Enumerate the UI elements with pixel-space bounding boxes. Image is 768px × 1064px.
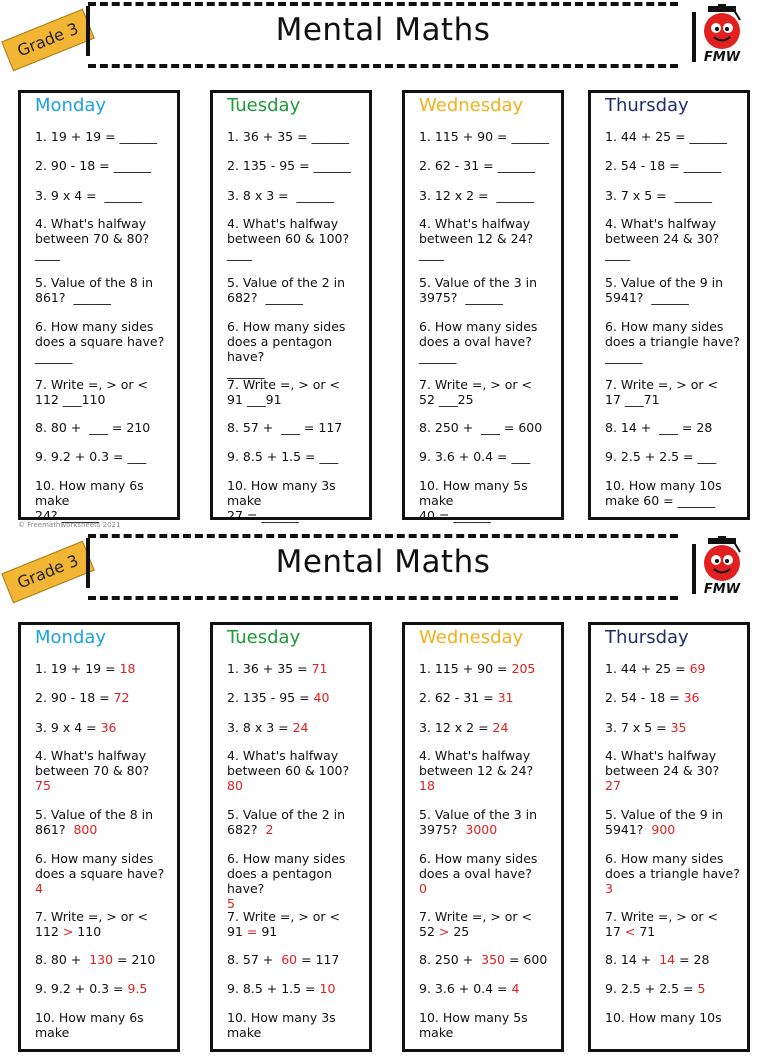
title-banner bbox=[88, 2, 678, 68]
question-1: 1. 36 + 35 = ______ bbox=[227, 129, 350, 144]
question-1: 1. 115 + 90 = ______ bbox=[419, 129, 550, 144]
answer-3: 3. 12 x 2 = 24 bbox=[419, 720, 509, 735]
day-title-monday: Monday bbox=[35, 95, 107, 116]
fmw-logo bbox=[698, 536, 746, 600]
answer-6: 6. How many sides does a square have? 4 bbox=[35, 851, 165, 896]
answer-3: 3. 7 x 5 = 35 bbox=[605, 720, 687, 735]
answer-10: 10. How many 3s make bbox=[227, 1010, 340, 1040]
worksheet-answers bbox=[0, 532, 768, 1064]
answer-10: 10. How many 10s bbox=[605, 1010, 722, 1025]
day-title-wednesday: Wednesday bbox=[419, 627, 524, 648]
answer-6: 6. How many sides does a triangle have? 3 bbox=[605, 851, 740, 896]
question-2: 2. 62 - 31 = ______ bbox=[419, 158, 536, 173]
page-title: Mental Maths bbox=[275, 12, 491, 48]
question-7: 7. Write =, > or < 52 ___25 bbox=[419, 377, 532, 407]
logo-text: FMW bbox=[703, 50, 741, 65]
question-10: 10. How many 6s make 24? ______ bbox=[35, 478, 144, 523]
question-9: 9. 9.2 + 0.3 = ___ bbox=[35, 449, 147, 464]
question-1: 1. 44 + 25 = ______ bbox=[605, 129, 728, 144]
answer-9: 9. 3.6 + 0.4 = 4 bbox=[419, 981, 520, 996]
question-10: 10. How many 5s make 40 = ______ bbox=[419, 478, 528, 523]
day-title-thursday: Thursday bbox=[605, 627, 689, 648]
question-3: 3. 8 x 3 = ______ bbox=[227, 188, 335, 203]
day-title-tuesday: Tuesday bbox=[227, 95, 301, 116]
day-title-tuesday: Tuesday bbox=[227, 627, 301, 648]
answer-5: 5. Value of the 3 in 3975? 3000 bbox=[419, 807, 538, 837]
answer-card-thursday bbox=[588, 622, 750, 1052]
day-title-wednesday: Wednesday bbox=[419, 95, 524, 116]
answer-2: 2. 54 - 18 = 36 bbox=[605, 690, 700, 705]
question-9: 9. 8.5 + 1.5 = ___ bbox=[227, 449, 339, 464]
answer-card-tuesday bbox=[210, 622, 372, 1052]
answer-4: 4. What's halfway between 24 & 30? 27 bbox=[605, 748, 720, 793]
answer-5: 5. Value of the 2 in 682? 2 bbox=[227, 807, 346, 837]
answer-9: 9. 9.2 + 0.3 = 9.5 bbox=[35, 981, 148, 996]
answer-6: 6. How many sides does a pentagon have? 5 bbox=[227, 851, 346, 911]
answer-5: 5. Value of the 8 in 861? 800 bbox=[35, 807, 154, 837]
card-monday bbox=[18, 90, 180, 523]
answer-3: 3. 8 x 3 = 24 bbox=[227, 720, 309, 735]
card-wednesday bbox=[402, 90, 564, 523]
question-4: 4. What's halfway between 12 & 24? ____ bbox=[419, 216, 534, 261]
answer-4: 4. What's halfway between 12 & 24? 18 bbox=[419, 748, 534, 793]
question-4: 4. What's halfway between 70 & 80? ____ bbox=[35, 216, 150, 261]
answer-7: 7. Write =, > or < 112 > 110 bbox=[35, 909, 148, 939]
question-6: 6. How many sides does a pentagon have? ______ bbox=[227, 319, 346, 379]
card-tuesday bbox=[210, 90, 372, 523]
answer-8: 8. 14 + 14 = 28 bbox=[605, 952, 710, 967]
question-9: 9. 3.6 + 0.4 = ___ bbox=[419, 449, 531, 464]
question-4: 4. What's halfway between 24 & 30? ____ bbox=[605, 216, 720, 261]
question-7: 7. Write =, > or < 17 ___71 bbox=[605, 377, 718, 407]
banner-bar-right bbox=[692, 12, 696, 62]
question-2: 2. 54 - 18 = ______ bbox=[605, 158, 722, 173]
answer-9: 9. 2.5 + 2.5 = 5 bbox=[605, 981, 706, 996]
question-8: 8. 250 + ___ = 600 bbox=[419, 420, 543, 435]
question-5: 5. Value of the 2 in 682? ______ bbox=[227, 275, 346, 305]
answer-7: 7. Write =, > or < 52 > 25 bbox=[419, 909, 532, 939]
question-3: 3. 9 x 4 = ______ bbox=[35, 188, 143, 203]
answer-3: 3. 9 x 4 = 36 bbox=[35, 720, 117, 735]
answer-10: 10. How many 5s make bbox=[419, 1010, 532, 1040]
question-1: 1. 19 + 19 = ______ bbox=[35, 129, 158, 144]
answer-2: 2. 135 - 95 = 40 bbox=[227, 690, 330, 705]
question-8: 8. 14 + ___ = 28 bbox=[605, 420, 713, 435]
apple-mascot-icon bbox=[698, 536, 746, 584]
question-7: 7. Write =, > or < 112 ___110 bbox=[35, 377, 148, 407]
answer-5: 5. Value of the 9 in 5941? 900 bbox=[605, 807, 724, 837]
question-7: 7. Write =, > or < 91 ___91 bbox=[227, 377, 340, 407]
answer-card-monday bbox=[18, 622, 180, 1052]
question-5: 5. Value of the 8 in 861? ______ bbox=[35, 275, 154, 305]
question-2: 2. 135 - 95 = ______ bbox=[227, 158, 352, 173]
answer-9: 9. 8.5 + 1.5 = 10 bbox=[227, 981, 336, 996]
grade-tag: Grade 3 bbox=[1, 541, 95, 604]
answer-8: 8. 57 + 60 = 117 bbox=[227, 952, 340, 967]
question-2: 2. 90 - 18 = ______ bbox=[35, 158, 152, 173]
answer-1: 1. 44 + 25 = 69 bbox=[605, 661, 706, 676]
apple-mascot-icon bbox=[698, 4, 746, 52]
question-5: 5. Value of the 9 in 5941? ______ bbox=[605, 275, 724, 305]
answer-7: 7. Write =, > or < 91 = 91 bbox=[227, 909, 340, 939]
question-4: 4. What's halfway between 60 & 100? ____ bbox=[227, 216, 350, 261]
question-8: 8. 80 + ___ = 210 bbox=[35, 420, 151, 435]
day-title-thursday: Thursday bbox=[605, 95, 689, 116]
question-6: 6. How many sides does a oval have? ______ bbox=[419, 319, 538, 364]
title-banner bbox=[88, 534, 678, 600]
grade-tag: Grade 3 bbox=[1, 9, 95, 72]
answer-8: 8. 80 + 130 = 210 bbox=[35, 952, 156, 967]
answer-1: 1. 36 + 35 = 71 bbox=[227, 661, 328, 676]
question-3: 3. 7 x 5 = ______ bbox=[605, 188, 713, 203]
answer-6: 6. How many sides does a oval have? 0 bbox=[419, 851, 538, 896]
copyright-text: © Freemathworksheets 2021 bbox=[18, 521, 121, 529]
question-10: 10. How many 10s make 60 = ______ bbox=[605, 478, 722, 508]
answer-2: 2. 62 - 31 = 31 bbox=[419, 690, 514, 705]
answer-7: 7. Write =, > or < 17 < 71 bbox=[605, 909, 718, 939]
answer-2: 2. 90 - 18 = 72 bbox=[35, 690, 130, 705]
page-title: Mental Maths bbox=[275, 544, 491, 580]
answer-10: 10. How many 6s make bbox=[35, 1010, 148, 1040]
answer-1: 1. 115 + 90 = 205 bbox=[419, 661, 536, 676]
logo-text: FMW bbox=[703, 582, 741, 597]
question-3: 3. 12 x 2 = ______ bbox=[419, 188, 534, 203]
question-9: 9. 2.5 + 2.5 = ___ bbox=[605, 449, 717, 464]
answer-1: 1. 19 + 19 = 18 bbox=[35, 661, 136, 676]
answer-4: 4. What's halfway between 70 & 80? 75 bbox=[35, 748, 150, 793]
question-6: 6. How many sides does a square have? ______ bbox=[35, 319, 165, 364]
fmw-logo bbox=[698, 4, 746, 68]
answer-card-wednesday bbox=[402, 622, 564, 1052]
question-6: 6. How many sides does a triangle have? ______ bbox=[605, 319, 740, 364]
question-10: 10. How many 3s make 27 = ______ bbox=[227, 478, 336, 523]
answer-4: 4. What's halfway between 60 & 100? 80 bbox=[227, 748, 350, 793]
question-8: 8. 57 + ___ = 117 bbox=[227, 420, 343, 435]
card-thursday bbox=[588, 90, 750, 520]
day-title-monday: Monday bbox=[35, 627, 107, 648]
banner-bar-right bbox=[692, 544, 696, 594]
question-5: 5. Value of the 3 in 3975? ______ bbox=[419, 275, 538, 305]
answer-8: 8. 250 + 350 = 600 bbox=[419, 952, 548, 967]
